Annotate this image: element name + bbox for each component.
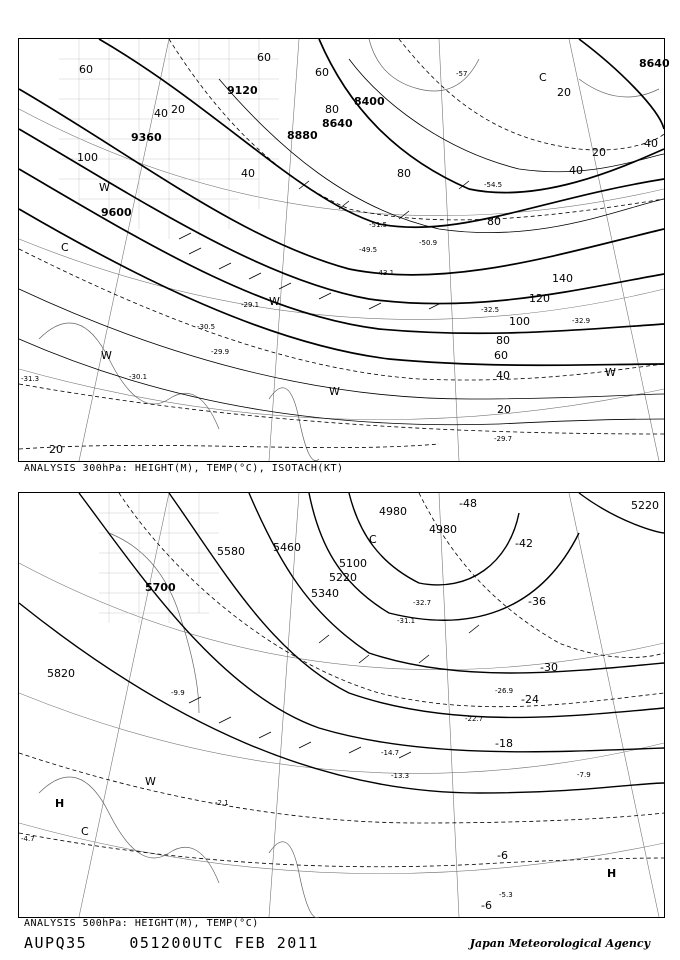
height-label: 9360 <box>131 131 162 144</box>
isotach-label: 40 <box>569 164 583 177</box>
height-label: 9120 <box>227 84 258 97</box>
high-pressure-symbol: H <box>607 867 617 880</box>
temp-contour-label: -6 <box>481 899 492 912</box>
agency-name: Japan Meteorological Agency <box>469 937 650 950</box>
temp-label: -2.1 <box>215 799 229 807</box>
temp-label: -30.1 <box>129 373 148 381</box>
temp-contour-label: -30 <box>540 661 558 674</box>
isotach-label: 20 <box>557 86 571 99</box>
height-label: 4980 <box>429 523 457 536</box>
isotach-label: 60 <box>315 66 329 79</box>
temp-label: -29.1 <box>241 301 260 309</box>
temp-contour-label: -42 <box>515 537 533 550</box>
height-label: 5220 <box>329 571 357 584</box>
isotach-label: 80 <box>325 103 339 116</box>
isotach-label: 60 <box>494 349 508 362</box>
map-500hpa-svg <box>19 493 664 917</box>
map-panel-500hpa <box>18 492 665 918</box>
temp-label: -7.9 <box>577 771 591 779</box>
temp-contour-label: -24 <box>521 693 539 706</box>
panel-caption-500hpa: ANALYSIS 500hPa: HEIGHT(M), TEMP(°C) <box>24 918 259 929</box>
temp-label: -43.1 <box>376 269 395 277</box>
temp-label: -32.9 <box>572 317 591 325</box>
coastline <box>39 533 319 918</box>
isotach-label: 60 <box>79 63 93 76</box>
isotach-label: 80 <box>487 215 501 228</box>
height-label: 5220 <box>631 499 659 512</box>
height-label: 5700 <box>145 581 176 594</box>
shading <box>99 493 219 623</box>
temp-label: -13.3 <box>391 772 410 780</box>
temp-label: -54.5 <box>484 181 503 189</box>
cold-center-symbol: C <box>61 241 69 254</box>
temp-contour-labels <box>459 497 558 912</box>
height-label: 5100 <box>339 557 367 570</box>
height-label: 8880 <box>287 129 318 142</box>
height-label: 8400 <box>354 95 385 108</box>
warm-center-symbol: W <box>99 181 110 194</box>
temp-label: -49.5 <box>359 246 378 254</box>
isotach-label: 100 <box>509 315 530 328</box>
map-300hpa-svg <box>19 39 670 461</box>
temp-label: -57 <box>456 70 468 78</box>
isotach-label: 80 <box>496 334 510 347</box>
temp-contour-label: -18 <box>495 737 513 750</box>
cold-center-symbol: C <box>369 533 377 546</box>
height-label: 9600 <box>101 206 132 219</box>
isotach-label: 40 <box>496 369 510 382</box>
isotach-label: 120 <box>529 292 550 305</box>
temp-label: -5.3 <box>499 891 513 899</box>
temp-contour-label: -48 <box>459 497 477 510</box>
high-pressure-symbol: H <box>55 797 65 810</box>
panel-caption-300hpa: ANALYSIS 300hPa: HEIGHT(M), TEMP(°C), ISOTACH(KT) <box>24 463 344 474</box>
warm-center-symbol: W <box>329 385 340 398</box>
temp-label: -31.3 <box>21 375 40 383</box>
height-label: 4980 <box>379 505 407 518</box>
isotach-label: 20 <box>171 103 185 116</box>
temp-label: -30.5 <box>197 323 216 331</box>
temp-contour-label: -36 <box>528 595 546 608</box>
warm-center-symbol: W <box>605 366 616 379</box>
warm-center-symbol: W <box>145 775 156 788</box>
height-label: 8640 <box>639 57 670 70</box>
temp-label: -32.5 <box>481 306 500 314</box>
height-label: 8640 <box>322 117 353 130</box>
isotach-label: 40 <box>644 137 658 150</box>
temp-label: -50.9 <box>419 239 438 247</box>
temp-labels <box>21 70 590 443</box>
cold-center-symbol: C <box>81 825 89 838</box>
isotach-label: 20 <box>49 443 63 456</box>
height-label: 5820 <box>47 667 75 680</box>
warm-center-symbol: W <box>269 295 280 308</box>
isotach-label: 20 <box>592 146 606 159</box>
temp-label: -51.5 <box>369 221 388 229</box>
isotach-label: 20 <box>497 403 511 416</box>
temp-contour-label: -6 <box>497 849 508 862</box>
temp-label: -29.7 <box>494 435 513 443</box>
temp-label: -32.7 <box>413 599 432 607</box>
temp-contours <box>19 493 664 867</box>
cold-center-symbol: C <box>539 71 547 84</box>
isotach-label: 80 <box>397 167 411 180</box>
height-label: 5580 <box>217 545 245 558</box>
isotach-label: 40 <box>241 167 255 180</box>
isotach-label: 60 <box>257 51 271 64</box>
height-label: 5340 <box>311 587 339 600</box>
temp-label: -26.9 <box>495 687 514 695</box>
warm-center-symbol: W <box>101 349 112 362</box>
map-panel-300hpa <box>18 38 670 462</box>
temp-label: -31.1 <box>397 617 416 625</box>
temp-contours <box>19 39 664 449</box>
isotach-label: 40 <box>154 107 168 120</box>
isotach-label: 140 <box>552 272 573 285</box>
height-label: 5460 <box>273 541 301 554</box>
temp-label: -4.7 <box>21 835 35 843</box>
isotach-contours <box>19 59 664 425</box>
height-contours <box>19 493 664 793</box>
temp-label: -22.7 <box>465 715 484 723</box>
chart-code: AUPQ35 <box>24 934 88 952</box>
temp-label: -9.9 <box>171 689 185 697</box>
temp-label: -14.7 <box>381 749 400 757</box>
valid-time: 051200UTC FEB 2011 <box>129 934 319 952</box>
isotach-label: 100 <box>77 151 98 164</box>
temp-label: -29.9 <box>211 348 230 356</box>
chart-identifier <box>24 934 319 952</box>
